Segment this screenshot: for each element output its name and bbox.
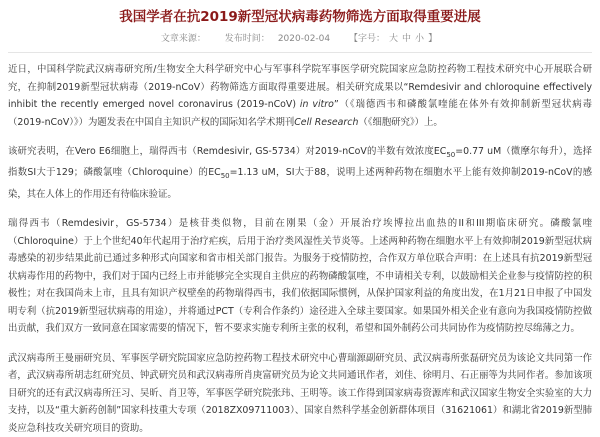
source-label: 文章来源：	[160, 34, 206, 44]
article-paragraph: 武汉病毒所王曼丽研究员、军事医学研究院国家应急防控药物工程技术研究中心曹瑞源副研究员、武汉病毒所张磊研究员为该论文共同第一作者，武汉病毒所胡志红研究员、钟武研究员和武汉病毒所肖庚富研究员为论文共同通讯作者，刘佳、徐明月、石正丽等为共同作者。参加该项目研究的还有武汉病毒所汪习、吴昕、肖卫等，军事医学研究院张玮、王明等。该工作得到国家病毒资源库和武汉国家生物安全实验室的大力支持，以及“重大新药创制”国家科技重大专项（2018ZX09711003）、国家自然科学基金创新群体项目（31621061）和湖北省2019新型肺炎应急科技攻关研究项目的资助。	[8, 352, 592, 434]
font-size-large-button[interactable]: 大	[389, 34, 399, 44]
article-paragraph: 近日，中国科学院武汉病毒研究所/生物安全大科学研究中心与军事科学院军事医学研究院国家应急防控药物工程技术研究中心开展联合研究，在抑制2019新型冠状病毒（2019-nCoV）药物筛选方面取得重要进展。相关研究成果以“Remdesivir and chloroquine effectively inhibit the recently emerged novel coronavirus (2019-nCoV) in vitro”（《瑞德西韦和磷酸氯喹能在体外有效抑制新型冠状病毒（2019-nCoV）》）为题发表在中国自主知识产权的国际知名学术期刊Cell Research（《细胞研究》）上。	[8, 64, 593, 128]
font-size-label: 【字号：	[349, 34, 386, 44]
date-label: 发布时间：	[224, 34, 270, 44]
font-size-medium-button[interactable]: 中	[402, 34, 412, 44]
font-size-control	[347, 34, 439, 44]
font-size-small-button[interactable]: 小	[415, 34, 425, 44]
font-size-close: 】	[428, 34, 438, 44]
article-paragraph: 瑞得西韦（Remdesivir，GS-5734）是核苷类似物，目前在刚果（金）开展治疗埃博拉出血热的II和III期临床研究。磷酸氯喹（Chloroquine）于上个世纪40年代起用于治疗疟疾，后用于治疗类风湿性关节炎等。上述两种药物在细胞水平上有效抑制2019新型冠状病毒感染的初步结果此前已通过多种形式向国家和省市相关部门报告。为服务于疫情防控，合作双方单位联合声明：在上述具有抗2019新型冠状病毒作用的药物中，我们对于国内已经上市并能够完全实现自主供应的药物磷酸氯喹，不申请相关专利，以鼓励相关企业参与疫情防控的积极性；对在我国尚未上市，且具有知识产权壁垒的药物瑞得西韦，我们依据国际惯例，从保护国家利益的角度出发，在1月21日申报了中国发明专利（抗2019新型冠状病毒的用途），并将通过PCT（专利合作条约）途径进入全球主要国家。如果国外相关企业有意向为我国疫情防控做出贡献，我们双方一致同意在国家需要的情况下，暂不要求实施专利所主张的权利，希望和国外制药公司共同协作为疫情防控尽绵薄之力。	[8, 218, 592, 335]
article-meta	[8, 32, 592, 53]
date-value: 2020-02-04	[277, 34, 331, 44]
article-paragraph: 该研究表明，在Vero E6细胞上，瑞得西韦（Remdesivir, GS-5734）对2019-nCoV的半数有效浓度$EC_{50}=0.77$ uM（微摩尔每升），选择指数SI大于129；磷酸氯喹（Chloroquine）的$EC_{50}=1.13$ uM，SI大于88，说明上述两种药物在细胞水平上能有效抑制2019-nCoV的感染，其在人体上的作用还有待临床验证。	[8, 146, 593, 200]
article-body	[8, 61, 592, 437]
article-title: 我国学者在抗2019新型冠状病毒药物筛选方面取得重要进展	[119, 9, 481, 25]
